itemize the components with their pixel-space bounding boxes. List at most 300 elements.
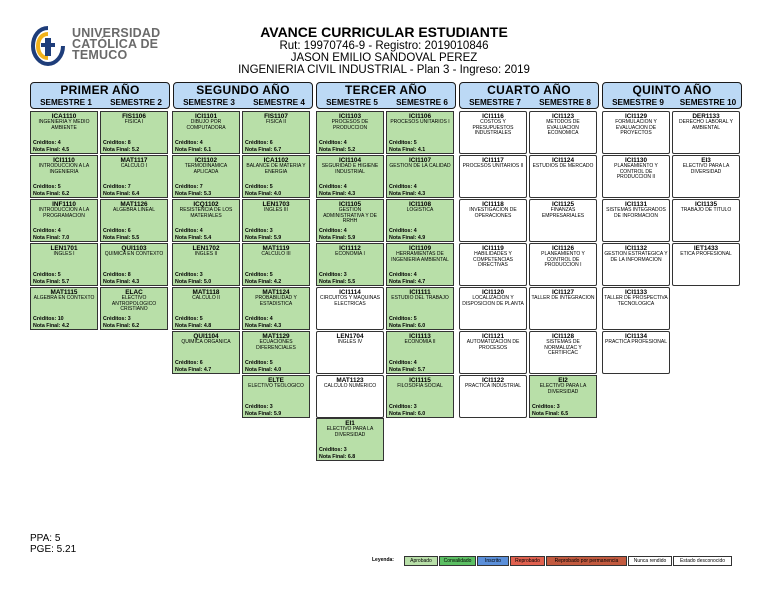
course-card[interactable]	[100, 155, 168, 198]
course-grade: Nota Final: 7.0	[33, 234, 70, 241]
course-name: TALLER DE INTEGRACION	[531, 295, 595, 301]
course-name: PRACTICA PROFESIONAL	[605, 339, 667, 345]
course-name: PLANEAMIENTO Y CONTROL DE PRODUCCION I	[541, 251, 585, 269]
course-grade: Nota Final: 4.3	[103, 278, 140, 285]
course-grade: Nota Final: 4.0	[245, 366, 282, 373]
legend-item: Reprobado por permanencia	[546, 556, 627, 566]
course-code: ICI1135	[694, 201, 718, 208]
course-name: INGLES IV	[337, 339, 363, 345]
course-name: PLANEAMIENTO Y CONTROL DE PRODUCCION II	[614, 163, 658, 181]
course-credits: Créditos: 4	[389, 272, 417, 278]
course-code: ICI1104	[338, 157, 362, 164]
course-credits: Créditos: 4	[389, 228, 417, 234]
year-name: PRIMER AÑO	[60, 83, 140, 97]
course-name: INTRODUCCION A LA INGENIERIA	[38, 163, 90, 175]
course-card[interactable]	[602, 199, 670, 242]
course-code: ICI1129	[624, 113, 648, 120]
course-card[interactable]	[672, 199, 740, 242]
course-grade: Nota Final: 4.2	[33, 322, 70, 329]
course-code: LEN1703	[262, 201, 290, 208]
course-credits: Créditos: 5	[175, 316, 203, 322]
course-name: COSTOS Y PRESUPUESTOS INDUSTRIALES	[472, 119, 514, 137]
course-credits: Créditos: 8	[103, 272, 131, 278]
course-code: MAT1124	[262, 289, 290, 296]
course-code: ICI1118	[482, 201, 504, 208]
course-credits: Créditos: 4	[389, 360, 417, 366]
course-credits: Créditos: 3	[245, 228, 273, 234]
course-card[interactable]	[386, 331, 454, 374]
semester-label: SEMESTRE 9	[612, 98, 664, 107]
course-card[interactable]	[529, 331, 597, 374]
course-grade: Nota Final: 5.7	[389, 366, 426, 373]
legend-title: Leyenda:	[372, 557, 394, 563]
course-name: INGLES I	[53, 251, 75, 257]
course-code: ICI1123	[551, 113, 575, 120]
course-code: FIS1107	[264, 113, 288, 120]
course-card[interactable]	[602, 243, 670, 286]
course-code: ICI1133	[624, 289, 648, 296]
year-name: TERCER AÑO	[345, 83, 427, 97]
course-credits: Créditos: 3	[319, 272, 347, 278]
course-name: ELECTIVO PARA LA DIVERSIDAD	[539, 383, 587, 395]
course-card[interactable]	[172, 199, 240, 242]
course-card[interactable]	[459, 155, 527, 198]
course-name: ESTUDIO DEL TRABAJO	[391, 295, 449, 301]
course-code: MAT1118	[192, 289, 220, 296]
course-grade: Nota Final: 4.3	[389, 190, 426, 197]
course-credits: Créditos: 3	[245, 404, 273, 410]
course-code: ICI1119	[482, 245, 504, 252]
course-code: MAT1115	[50, 289, 78, 296]
course-code: ICI1121	[481, 333, 505, 340]
course-card[interactable]	[242, 243, 310, 286]
course-code: ICI1125	[551, 201, 575, 208]
year-header	[30, 82, 170, 109]
course-grade: Nota Final: 5.9	[245, 410, 282, 417]
course-name: TALLER DE PROSPECTIVA TECNOLOGICA	[604, 295, 668, 307]
course-name: PROCESOS UNITARIOS II	[462, 163, 524, 169]
course-credits: Créditos: 3	[532, 404, 560, 410]
course-card[interactable]	[316, 418, 384, 461]
course-card[interactable]	[386, 243, 454, 286]
course-card[interactable]	[316, 155, 384, 198]
course-code: QUI1104	[193, 333, 219, 340]
course-card[interactable]	[242, 331, 310, 374]
course-code: ICI1112	[339, 245, 361, 252]
university-name-line1: UNIVERSIDAD	[72, 26, 161, 40]
course-name: TERMODINAMICA APLICADA	[184, 163, 228, 175]
course-name: QUIMICA ORGANICA	[181, 339, 231, 345]
course-code: ICA1110	[51, 113, 77, 120]
course-credits: Créditos: 7	[103, 184, 131, 190]
course-grade: Nota Final: 4.5	[33, 146, 70, 153]
course-code: ICI1117	[482, 157, 504, 164]
course-code: ICI1115	[409, 377, 431, 384]
course-grade: Nota Final: 4.2	[245, 278, 282, 285]
course-code: IET1433	[693, 245, 719, 252]
course-code: DER1133	[692, 113, 720, 120]
course-code: ICQ1102	[193, 201, 219, 208]
course-card[interactable]	[172, 331, 240, 374]
course-card[interactable]	[602, 111, 670, 154]
semester-label: SEMESTRE 3	[183, 98, 235, 107]
course-credits: Créditos: 5	[33, 272, 61, 278]
university-seal-icon	[30, 26, 66, 66]
course-code: ICI1134	[624, 333, 648, 340]
course-name: CALCULO I	[120, 163, 148, 169]
semester-label: SEMESTRE 2	[110, 98, 162, 107]
course-name: INGENIERIA Y MEDIO AMBIENTE	[38, 119, 90, 131]
course-name: LOCALIZACION Y DISPOSICION DE PLANTA	[462, 295, 524, 307]
course-card[interactable]	[386, 375, 454, 418]
course-card[interactable]	[316, 331, 384, 374]
course-grade: Nota Final: 6.8	[319, 453, 356, 460]
course-name: ELECTIVO TEOLOGICO	[248, 383, 304, 389]
course-code: ICI1131	[624, 201, 648, 208]
course-card[interactable]	[100, 287, 168, 330]
year-name: SEGUNDO AÑO	[196, 83, 290, 97]
course-name: PRACTICA INDUSTRIAL	[464, 383, 522, 389]
course-card[interactable]	[316, 199, 384, 242]
course-credits: Créditos: 6	[103, 228, 131, 234]
course-grade: Nota Final: 5.0	[175, 278, 212, 285]
course-code: EI2	[558, 377, 568, 384]
course-card[interactable]	[386, 155, 454, 198]
course-code: MAT1129	[262, 333, 290, 340]
course-card[interactable]	[459, 243, 527, 286]
course-grade: Nota Final: 5.2	[103, 146, 140, 153]
course-grade: Nota Final: 5.5	[319, 278, 356, 285]
report-header	[200, 25, 568, 76]
semester-label: SEMESTRE 1	[40, 98, 92, 107]
semester-label: SEMESTRE 6	[396, 98, 448, 107]
course-grade: Nota Final: 5.9	[245, 234, 282, 241]
course-code: ICI1116	[482, 113, 504, 120]
course-grade: Nota Final: 6.4	[103, 190, 140, 197]
course-code: ICI1110	[53, 157, 75, 164]
course-name: ELECTIVO PARA LA DIVERSIDAD	[682, 163, 730, 175]
course-name: FILOSOFIA SOCIAL	[397, 383, 443, 389]
summary	[30, 533, 76, 555]
course-credits: Créditos: 4	[175, 228, 203, 234]
course-name: GESTION ESTRATEGICA Y DE LA INFORMACION	[604, 251, 668, 263]
course-credits: Créditos: 4	[319, 228, 347, 234]
course-card[interactable]	[386, 111, 454, 154]
course-name: FISICA I	[124, 119, 144, 125]
course-card[interactable]	[529, 375, 597, 418]
course-code: ICI1107	[408, 157, 432, 164]
course-card[interactable]	[602, 287, 670, 330]
course-code: ICI1120	[481, 289, 505, 296]
course-name: FORMULACION Y EVALUACION DE PROYECTOS	[615, 119, 657, 137]
course-name: ELECTIVO PARA LA DIVERSIDAD	[326, 426, 374, 438]
course-name: INGLES III	[264, 207, 288, 213]
course-name: DIBUJO POR COMPUTADORA	[186, 119, 226, 131]
course-card[interactable]	[172, 287, 240, 330]
course-card[interactable]	[242, 287, 310, 330]
year-name: QUINTO AÑO	[632, 83, 712, 97]
course-code: ELTE	[268, 377, 284, 384]
course-grade: Nota Final: 6.2	[103, 322, 140, 329]
course-card[interactable]	[172, 243, 240, 286]
course-grade: Nota Final: 4.7	[389, 278, 426, 285]
course-grade: Nota Final: 4.8	[175, 322, 212, 329]
course-code: ICI1109	[408, 245, 432, 252]
course-code: LEN1702	[192, 245, 220, 252]
course-code: ICI1105	[338, 201, 362, 208]
course-code: ICI1106	[408, 113, 432, 120]
course-name: ECONOMIA I	[335, 251, 365, 257]
course-code: ICI1111	[409, 289, 431, 296]
course-card[interactable]	[602, 331, 670, 374]
course-name: ETICA PROFESIONAL	[680, 251, 732, 257]
course-code: ICI1126	[551, 245, 575, 252]
semester-label: SEMESTRE 7	[469, 98, 521, 107]
course-name: CALCULO II	[192, 295, 220, 301]
course-name: HERRAMIENTAS DE INGENIERIA AMBIENTAL	[391, 251, 449, 263]
course-grade: Nota Final: 6.2	[33, 190, 70, 197]
course-credits: Créditos: 5	[245, 272, 273, 278]
university-name-line2: CATÓLICA DE	[72, 37, 159, 51]
course-code: MAT1117	[120, 157, 148, 164]
course-card[interactable]	[672, 111, 740, 154]
course-code: ICI1128	[551, 333, 575, 340]
course-name: ELECTIVO ANTROPOLOGICO CRISTIANO	[111, 295, 157, 313]
course-card[interactable]	[459, 199, 527, 242]
course-credits: Créditos: 3	[389, 404, 417, 410]
year-headers	[30, 82, 742, 109]
course-name: HABILIDADES Y COMPETENCIAS DIRECTIVAS	[472, 251, 513, 269]
course-name: SEGURIDAD E HIGIENE INDUSTRIAL	[321, 163, 379, 175]
legend-item: Reprobado	[510, 556, 545, 566]
course-card[interactable]	[459, 375, 527, 418]
year-header	[459, 82, 599, 109]
course-card[interactable]	[100, 111, 168, 154]
course-card[interactable]	[459, 331, 527, 374]
course-name: ECONOMIA II	[404, 339, 436, 345]
course-name: TRABAJO DE TITULO	[680, 207, 732, 213]
course-card[interactable]	[242, 155, 310, 198]
course-card[interactable]	[30, 243, 98, 286]
course-name: ESTUDIOS DE MERCADO	[532, 163, 594, 169]
course-code: EI1	[345, 420, 355, 427]
legend-item: Convalidado	[439, 556, 476, 566]
university-logo	[30, 26, 161, 68]
course-name: DERECHO LABORAL Y AMBIENTAL	[679, 119, 733, 131]
curriculum-grid	[30, 111, 742, 461]
course-name: ECUACIONES DIFERENCIALES	[256, 339, 296, 351]
year-header	[602, 82, 742, 109]
course-name: BALANCE DE MATERIA Y ENERGIA	[246, 163, 306, 175]
course-grade: Nota Final: 6.7	[245, 146, 282, 153]
legend-item: Nunca rendido	[628, 556, 672, 566]
legend-item: Estado desconocido	[673, 556, 732, 566]
course-card[interactable]	[529, 111, 597, 154]
course-grade: Nota Final: 5.7	[33, 278, 70, 285]
course-grade: Nota Final: 4.1	[389, 146, 426, 153]
course-name: AUTOMATIZACION DE PROCESOS	[466, 339, 520, 351]
year-name: CUARTO AÑO	[487, 83, 571, 97]
course-code: INF1110	[52, 201, 76, 208]
course-card[interactable]	[529, 287, 597, 330]
course-credits: Créditos: 5	[389, 140, 417, 146]
course-code: ICI1132	[624, 245, 648, 252]
course-name: SISTEMAS INTEGRADOS DE INFORMACION	[606, 207, 666, 219]
course-credits: Créditos: 6	[175, 360, 203, 366]
course-name: ALGEBRA LINEAL	[113, 207, 155, 213]
course-name: METODOS DE EVALUACION ECONOMICA	[546, 119, 580, 137]
course-grade: Nota Final: 5.4	[175, 234, 212, 241]
course-grade: Nota Final: 6.0	[389, 322, 426, 329]
course-card[interactable]	[529, 199, 597, 242]
course-grade: Nota Final: 4.0	[245, 190, 282, 197]
course-card[interactable]	[172, 155, 240, 198]
student-name: JASON EMILIO SANDOVAL PEREZ	[290, 52, 478, 64]
course-credits: Créditos: 3	[175, 272, 203, 278]
course-card[interactable]	[316, 243, 384, 286]
year-header	[173, 82, 313, 109]
course-name: INVESTIGACION DE OPERACIONES	[469, 207, 517, 219]
semester-label: SEMESTRE 4	[253, 98, 305, 107]
course-code: ELAC	[125, 289, 143, 296]
course-grade: Nota Final: 4.7	[175, 366, 212, 373]
course-name: INGLES II	[194, 251, 218, 257]
course-grade: Nota Final: 4.9	[389, 234, 426, 241]
course-code: ICI1101	[194, 113, 218, 120]
course-name: QUIMICA EN CONTEXTO	[104, 251, 164, 257]
university-name-line3: TEMUCO	[72, 48, 128, 62]
course-credits: Créditos: 4	[175, 140, 203, 146]
course-card[interactable]	[672, 243, 740, 286]
course-card[interactable]	[242, 111, 310, 154]
course-card[interactable]	[459, 111, 527, 154]
course-grade: Nota Final: 5.9	[319, 234, 356, 241]
course-name: PROBABILIDAD Y ESTADISTICA	[255, 295, 297, 307]
course-card[interactable]	[242, 199, 310, 242]
course-code: MAT1126	[120, 201, 148, 208]
course-grade: Nota Final: 5.3	[175, 190, 212, 197]
course-card[interactable]	[30, 199, 98, 242]
course-credits: Créditos: 10	[33, 316, 64, 322]
course-card[interactable]	[386, 287, 454, 330]
course-credits: Créditos: 4	[33, 140, 61, 146]
course-card[interactable]	[242, 375, 310, 418]
legend-item: Aprobado	[404, 556, 438, 566]
course-card[interactable]	[529, 243, 597, 286]
course-card[interactable]	[30, 155, 98, 198]
course-credits: Créditos: 4	[245, 316, 273, 322]
course-credits: Créditos: 4	[319, 140, 347, 146]
course-grade: Nota Final: 4.3	[319, 190, 356, 197]
year-header	[316, 82, 456, 109]
course-card[interactable]	[30, 111, 98, 154]
semester-label: SEMESTRE 8	[539, 98, 591, 107]
course-code: ICI1102	[194, 157, 218, 164]
course-code: ICI1130	[624, 157, 648, 164]
course-name: ALGEBRA EN CONTEXTO	[33, 295, 95, 301]
course-name: PROCESOS UNITARIOS I	[390, 119, 450, 125]
course-grade: Nota Final: 6.5	[532, 410, 569, 417]
course-card[interactable]	[316, 287, 384, 330]
course-card[interactable]	[316, 111, 384, 154]
rut-registro: Rut: 19970746-9 - Registro: 2019010846	[279, 40, 489, 52]
course-credits: Créditos: 5	[389, 316, 417, 322]
course-name: FISICA II	[265, 119, 286, 125]
course-code: ICI1127	[551, 289, 575, 296]
course-grade: Nota Final: 5.2	[319, 146, 356, 153]
course-card[interactable]	[100, 243, 168, 286]
course-card[interactable]	[100, 199, 168, 242]
course-code: MAT1123	[336, 377, 364, 384]
course-card[interactable]	[672, 155, 740, 198]
course-name: GESTION ADMINISTRATIVA Y DE RRHH	[323, 207, 377, 225]
course-grade: Nota Final: 5.5	[103, 234, 140, 241]
course-code: QUI1103	[121, 245, 147, 252]
course-code: EI3	[701, 157, 711, 164]
course-grade: Nota Final: 6.1	[175, 146, 212, 153]
program-line: INGENIERIA CIVIL INDUSTRIAL - Plan 3 - Ingreso: 2019	[238, 64, 530, 76]
course-code: ICI1122	[481, 377, 505, 384]
course-code: LEN1701	[50, 245, 78, 252]
course-credits: Créditos: 3	[103, 316, 131, 322]
course-card[interactable]	[602, 155, 670, 198]
course-grade: Nota Final: 4.3	[245, 322, 282, 329]
course-credits: Créditos: 5	[245, 184, 273, 190]
course-code: MAT1119	[262, 245, 290, 252]
semester-label: SEMESTRE 5	[326, 98, 378, 107]
course-card[interactable]	[386, 199, 454, 242]
course-credits: Créditos: 4	[33, 228, 61, 234]
course-card[interactable]	[529, 155, 597, 198]
page-title: AVANCE CURRICULAR ESTUDIANTE	[260, 24, 508, 40]
course-credits: Créditos: 6	[245, 140, 273, 146]
ppa-value: PPA: 5	[30, 533, 61, 544]
course-code: ICI1113	[409, 333, 431, 340]
course-credits: Créditos: 7	[175, 184, 203, 190]
pge-value: PGE: 5.21	[30, 544, 77, 555]
semester-label: SEMESTRE 10	[679, 98, 737, 107]
course-code: ICI1108	[408, 201, 432, 208]
legend-item: Inscrito	[477, 556, 509, 566]
course-name: RESISTENCIA DE LOS MATERIALES	[179, 207, 233, 219]
course-credits: Créditos: 5	[33, 184, 61, 190]
course-code: ICI1124	[551, 157, 575, 164]
course-credits: Créditos: 4	[319, 184, 347, 190]
course-code: ICI1103	[338, 113, 362, 120]
course-credits: Créditos: 5	[245, 360, 273, 366]
course-name: FINANZAS EMPRESARIALES	[541, 207, 585, 219]
course-name: PROCESOS DE PRODUCCION	[331, 119, 369, 131]
course-card[interactable]	[172, 111, 240, 154]
course-name: GESTION DE LA CALIDAD	[389, 163, 451, 169]
course-card[interactable]	[316, 375, 384, 418]
course-code: LEN1704	[336, 333, 364, 340]
course-name: CALCULO III	[261, 251, 291, 257]
course-name: LOGISTICA	[406, 207, 434, 213]
course-card[interactable]	[30, 287, 98, 330]
course-code: FIS1106	[122, 113, 146, 120]
course-name: INTRODUCCION A LA PROGRAMACION	[38, 207, 90, 219]
course-name: CALCULO NUMERICO	[323, 383, 377, 389]
course-credits: Créditos: 4	[389, 184, 417, 190]
course-name: SISTEMAS DE NORMALIZAC Y CERTIFICAC	[544, 339, 582, 357]
course-card[interactable]	[459, 287, 527, 330]
course-name: CIRCUITOS Y MAQUINAS ELECTRICAS	[319, 295, 380, 307]
course-credits: Créditos: 8	[103, 140, 131, 146]
course-code: ICI1114	[339, 289, 361, 296]
course-grade: Nota Final: 6.0	[389, 410, 426, 417]
course-code: ICA1102	[263, 157, 289, 164]
